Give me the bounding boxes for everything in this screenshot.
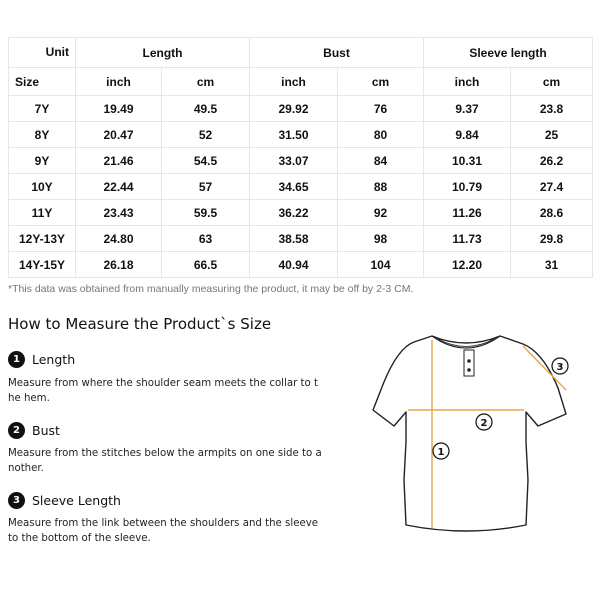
value-cell: 9.84 bbox=[424, 122, 511, 148]
value-cell: 59.5 bbox=[162, 200, 250, 226]
value-cell: 57 bbox=[162, 174, 250, 200]
unit-cell: inch bbox=[76, 68, 162, 96]
value-cell: 26.2 bbox=[511, 148, 593, 174]
measurement-note: *This data was obtained from manually measuring the product, it may be off by 2-3 CM. bbox=[8, 283, 414, 295]
value-cell: 12.20 bbox=[424, 252, 511, 278]
value-cell: 23.8 bbox=[511, 96, 593, 122]
value-cell: 49.5 bbox=[162, 96, 250, 122]
size-header: Size bbox=[9, 68, 76, 96]
table-unit-row bbox=[9, 68, 593, 96]
value-cell: 11.73 bbox=[424, 226, 511, 252]
value-cell: 21.46 bbox=[76, 148, 162, 174]
bust-header: Bust bbox=[250, 38, 424, 68]
value-cell: 23.43 bbox=[76, 200, 162, 226]
placket bbox=[464, 350, 474, 376]
length-item-description: Measure from where the shoulder seam meets the collar to the hem. bbox=[8, 378, 318, 404]
unit-cell: inch bbox=[424, 68, 511, 96]
marker-2-label: 2 bbox=[480, 418, 488, 429]
guide-title: How to Measure the Product`s Size bbox=[8, 315, 272, 333]
value-cell: 92 bbox=[338, 200, 424, 226]
unit-label: Unit bbox=[45, 45, 69, 59]
size-cell: 14Y-15Y bbox=[9, 252, 76, 278]
size-cell: 11Y bbox=[9, 200, 76, 226]
table-row bbox=[9, 226, 593, 252]
value-cell: 10.79 bbox=[424, 174, 511, 200]
length-item-title: Length bbox=[32, 351, 76, 367]
table-row bbox=[9, 122, 593, 148]
sleeve-item-heading bbox=[8, 490, 121, 510]
size-chart-table bbox=[8, 37, 593, 278]
number-3-icon: 3 bbox=[8, 492, 25, 509]
unit-cell: cm bbox=[162, 68, 250, 96]
value-cell: 29.92 bbox=[250, 96, 338, 122]
table-header-row bbox=[9, 38, 593, 68]
value-cell: 80 bbox=[338, 122, 424, 148]
value-cell: 20.47 bbox=[76, 122, 162, 148]
length-header: Length bbox=[76, 38, 250, 68]
value-cell: 84 bbox=[338, 148, 424, 174]
value-cell: 33.07 bbox=[250, 148, 338, 174]
size-cell: 7Y bbox=[9, 96, 76, 122]
value-cell: 24.80 bbox=[76, 226, 162, 252]
value-cell: 27.4 bbox=[511, 174, 593, 200]
table-row bbox=[9, 148, 593, 174]
value-cell: 76 bbox=[338, 96, 424, 122]
sleeve-item-title: Sleeve Length bbox=[32, 492, 121, 508]
table-row bbox=[9, 174, 593, 200]
marker-1-label: 1 bbox=[437, 447, 445, 458]
value-cell: 25 bbox=[511, 122, 593, 148]
size-cell: 8Y bbox=[9, 122, 76, 148]
table-row bbox=[9, 200, 593, 226]
value-cell: 54.5 bbox=[162, 148, 250, 174]
button-icon bbox=[467, 359, 471, 363]
unit-cell: cm bbox=[338, 68, 424, 96]
sleeve-length-header: Sleeve length bbox=[424, 38, 593, 68]
number-2-icon: 2 bbox=[8, 422, 25, 439]
value-cell: 31 bbox=[511, 252, 593, 278]
sleeve-item-description: Measure from the link between the shoulders and the sleeve to the bottom of the sleeve. bbox=[8, 518, 319, 544]
value-cell: 38.58 bbox=[250, 226, 338, 252]
unit-cell: cm bbox=[511, 68, 593, 96]
unit-cell: inch bbox=[250, 68, 338, 96]
marker-2-icon bbox=[476, 414, 492, 430]
value-cell: 63 bbox=[162, 226, 250, 252]
size-cell: 9Y bbox=[9, 148, 76, 174]
value-cell: 104 bbox=[338, 252, 424, 278]
value-cell: 34.65 bbox=[250, 174, 338, 200]
value-cell: 98 bbox=[338, 226, 424, 252]
bust-item-title: Bust bbox=[32, 422, 60, 438]
marker-3-icon bbox=[552, 358, 568, 374]
unit-header-cell bbox=[9, 38, 76, 68]
value-cell: 11.26 bbox=[424, 200, 511, 226]
value-cell: 52 bbox=[162, 122, 250, 148]
value-cell: 22.44 bbox=[76, 174, 162, 200]
number-1-icon: 1 bbox=[8, 351, 25, 368]
value-cell: 10.31 bbox=[424, 148, 511, 174]
marker-1-icon bbox=[433, 443, 449, 459]
value-cell: 19.49 bbox=[76, 96, 162, 122]
value-cell: 9.37 bbox=[424, 96, 511, 122]
table-row bbox=[9, 252, 593, 278]
value-cell: 36.22 bbox=[250, 200, 338, 226]
bust-item-heading bbox=[8, 420, 60, 440]
value-cell: 26.18 bbox=[76, 252, 162, 278]
value-cell: 28.6 bbox=[511, 200, 593, 226]
bust-item-description: Measure from the stitches below the armpits on one side to another. bbox=[8, 448, 322, 474]
marker-3-label: 3 bbox=[556, 362, 564, 373]
value-cell: 31.50 bbox=[250, 122, 338, 148]
length-item-heading bbox=[8, 349, 75, 369]
table-row bbox=[9, 96, 593, 122]
tshirt-diagram bbox=[368, 330, 580, 540]
size-cell: 10Y bbox=[9, 174, 76, 200]
value-cell: 66.5 bbox=[162, 252, 250, 278]
value-cell: 29.8 bbox=[511, 226, 593, 252]
button-icon bbox=[467, 368, 471, 372]
size-cell: 12Y-13Y bbox=[9, 226, 76, 252]
value-cell: 88 bbox=[338, 174, 424, 200]
value-cell: 40.94 bbox=[250, 252, 338, 278]
